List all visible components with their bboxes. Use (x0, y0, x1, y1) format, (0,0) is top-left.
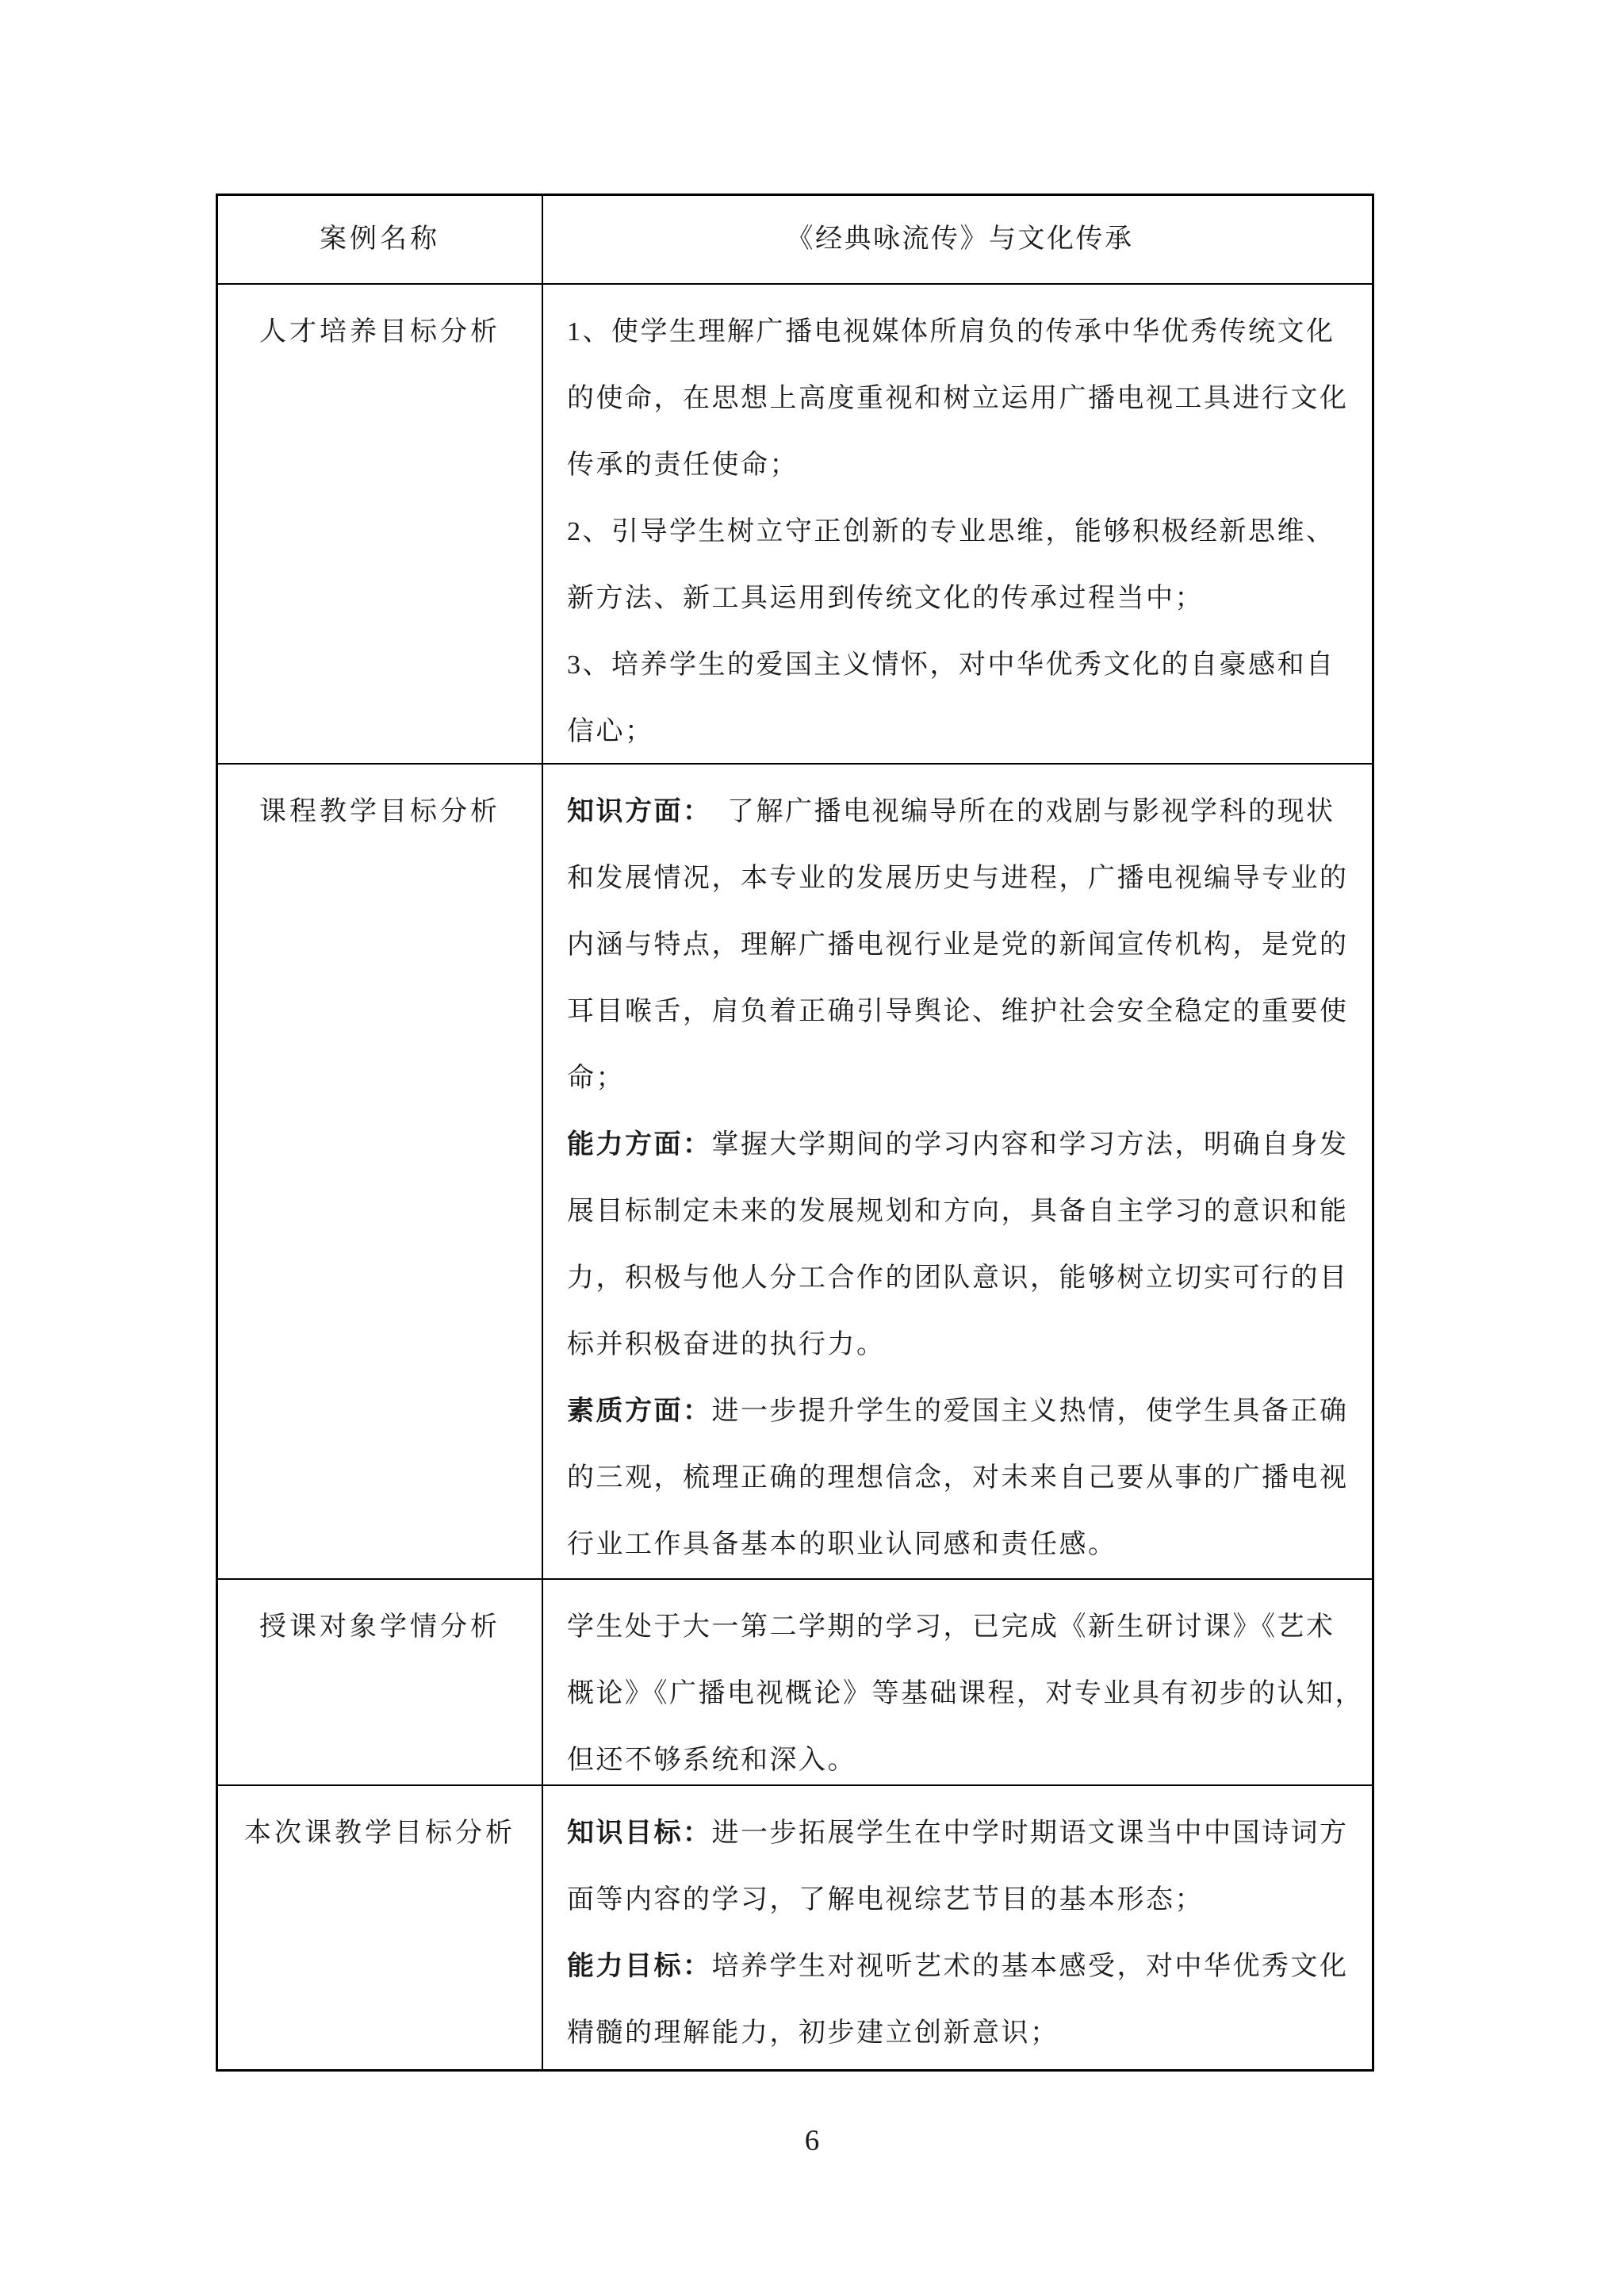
row-content (543, 285, 1372, 763)
text-run: 掌握大学期间的学习内容和学习方法，明确自身发 (711, 1130, 1349, 1159)
row-content (543, 1580, 1372, 1784)
text-run: 和发展情况，本专业的发展历史与进程，广播电视编导专业的 (567, 864, 1349, 893)
text-line (567, 366, 1353, 432)
table-row (218, 1580, 1372, 1786)
text-line (567, 632, 1353, 699)
text-line (567, 1245, 1353, 1312)
text-run: 内涵与特点，理解广播电视行业是党的新闻宣传机构，是党的 (567, 930, 1349, 960)
row-content (543, 1786, 1372, 2069)
text-line (567, 1867, 1353, 1934)
table-row (218, 1786, 1372, 2069)
text-run: 面等内容的学习，了解电视综艺节目的基本形态； (567, 1885, 1204, 1915)
text-line (567, 1594, 1364, 1661)
text-line (567, 1661, 1364, 1727)
text-line (567, 845, 1353, 912)
text-run: 标并积极奋进的执行力。 (567, 1330, 886, 1359)
bold-run: 能力目标： (567, 1952, 712, 1981)
text-line (567, 1445, 1353, 1512)
table-row (218, 196, 1372, 285)
text-line (567, 565, 1353, 632)
text-run: 1、使学生理解广播电视媒体所肩负的传承中华优秀传统文化 (567, 317, 1335, 347)
text-run: 但还不够系统和深入。 (567, 1746, 856, 1775)
text-run: 培养学生对视听艺术的基本感受，对中华优秀文化 (711, 1952, 1349, 1981)
text-line (567, 299, 1353, 366)
text-run: 信心； (567, 717, 654, 746)
text-run: 的使命，在思想上高度重视和树立运用广播电视工具进行文化 (567, 384, 1349, 413)
text-line (567, 1312, 1353, 1378)
text-line (567, 1934, 1353, 2000)
text-line (567, 499, 1353, 565)
bold-run: 知识目标： (567, 1819, 712, 1848)
row-content (543, 196, 1372, 283)
text-line (567, 1800, 1353, 1867)
text-line (567, 2000, 1353, 2067)
text-run: 展目标制定未来的发展规划和方向，具备自主学习的意识和能 (567, 1197, 1349, 1226)
text-run: 学生处于大一第二学期的学习，已完成《新生研讨课》《艺术 (567, 1612, 1335, 1642)
text-line (567, 1512, 1353, 1578)
text-run: 传承的责任使命； (567, 450, 799, 480)
bold-run: 知识方面： (567, 797, 699, 826)
text-line (567, 1045, 1353, 1112)
text-line (567, 1727, 1364, 1786)
text-line (567, 1378, 1353, 1445)
row-content (543, 765, 1372, 1578)
text-run: 力，积极与他人分工合作的团队意识，能够树立切实可行的目 (567, 1263, 1349, 1293)
page-number: 6 (804, 2125, 820, 2157)
bold-run: 素质方面： (567, 1397, 712, 1426)
row-label: 案例名称 (218, 196, 543, 283)
text-run: 进一步提升学生的爱国主义热情，使学生具备正确 (711, 1397, 1349, 1426)
text-line (567, 699, 1353, 765)
text-run: 2、引导学生树立守正创新的专业思维，能够积极经新思维、 (567, 517, 1335, 546)
bold-run: 能力方面： (567, 1130, 712, 1159)
text-run: 了解广播电视编导所在的戏剧与影视学科的现状 (698, 797, 1335, 826)
text-run: 《经典咏流传》与文化传承 (786, 224, 1134, 254)
table-row (218, 765, 1372, 1580)
text-run: 新方法、新工具运用到传统文化的传承过程当中； (567, 584, 1204, 613)
row-label: 人才培养目标分析 (218, 285, 543, 763)
case-table (216, 194, 1374, 2072)
text-run: 进一步拓展学生在中学时期语文课当中中国诗词方 (711, 1819, 1349, 1848)
text-line (787, 206, 1134, 273)
row-label: 授课对象学情分析 (218, 1580, 543, 1784)
text-run: 命； (567, 1064, 625, 1093)
text-run: 精髓的理解能力，初步建立创新意识； (567, 2018, 1059, 2048)
text-run: 概论》《广播电视概论》等基础课程，对专业具有初步的认知， (567, 1679, 1364, 1708)
text-line (567, 912, 1353, 979)
text-line (567, 432, 1353, 499)
text-run: 3、培养学生的爱国主义情怀，对中华优秀文化的自豪感和自 (567, 650, 1335, 680)
text-run: 耳目喉舌，肩负着正确引导舆论、维护社会安全稳定的重要使 (567, 997, 1349, 1026)
text-run: 的三观，梳理正确的理想信念，对未来自己要从事的广播电视 (567, 1463, 1349, 1493)
row-label: 课程教学目标分析 (218, 765, 543, 1578)
text-line (567, 1112, 1353, 1179)
table-row (218, 285, 1372, 765)
text-line (567, 779, 1353, 845)
text-line (567, 1179, 1353, 1245)
text-line (567, 979, 1353, 1045)
row-label: 本次课教学目标分析 (218, 1786, 543, 2069)
text-run: 行业工作具备基本的职业认同感和责任感。 (567, 1530, 1117, 1559)
